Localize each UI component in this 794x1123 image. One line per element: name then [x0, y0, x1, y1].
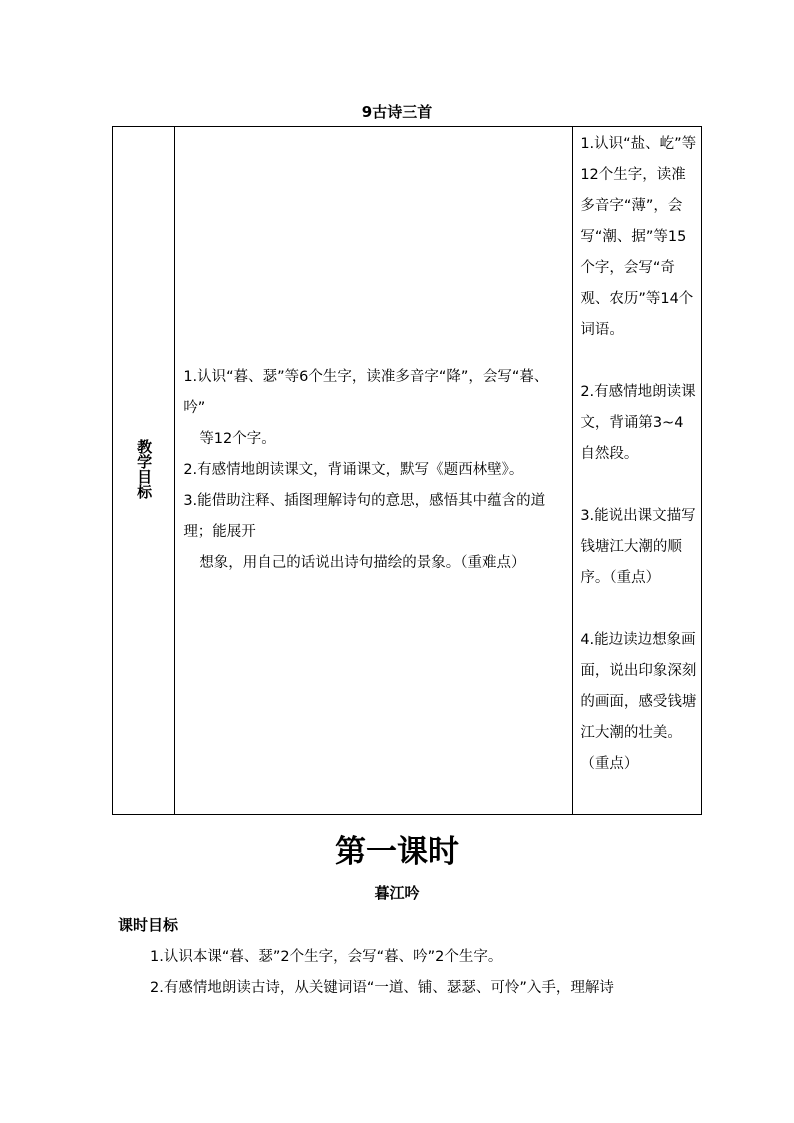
- side-goal-item: 4.能边读边想象画面，说出印象深刻的画面，感受钱塘江大潮的壮美。（重点）: [580, 632, 697, 772]
- objective-item: 1.认识本课“暮、瑟”2个生字，会写“暮、吟”2个生字。: [150, 949, 503, 965]
- main-goal-line: 等12个字。: [199, 431, 276, 447]
- poem-title: 暮江吟: [374, 884, 420, 902]
- objective-item: 2.有感情地朗读古诗，从关键词语“一道、铺、瑟瑟、可怜”入手，理解诗: [150, 980, 614, 996]
- main-goals-cell: [175, 127, 573, 815]
- side-goal-item: 2.有感情地朗读课文，背诵第3~4自然段。: [580, 384, 696, 462]
- goals-label-cell: [113, 127, 175, 815]
- teaching-goals-table: [112, 126, 702, 815]
- side-goals-cell: [573, 127, 702, 815]
- main-goal-line: 3.能借助注释、插图理解诗句的意思，感悟其中蕴含的道理；能展开: [183, 493, 546, 540]
- side-goal-item: 1.认识“盐、屹”等12个生字，读准多音字“薄”，会写“潮、据”等15个字，会写“奇观、农历”等14个词语。: [580, 136, 697, 338]
- side-goal-item: 3.能说出课文描写钱塘江大潮的顺序。（重点）: [580, 508, 696, 586]
- main-goal-line: 2.有感情地朗读课文，背诵课文，默写《题西林壁》。: [183, 462, 524, 478]
- document-title: 9古诗三首: [361, 103, 433, 121]
- main-goal-line: 1.认识“暮、瑟”等6个生字，读准多音字“降”，会写“暮、吟”: [183, 369, 549, 416]
- lesson-heading: 第一课时: [335, 834, 459, 870]
- goals-label: 教学目标: [135, 438, 154, 499]
- table-row: [113, 127, 702, 815]
- main-goal-line: 想象，用自己的话说出诗句描绘的景象。（重难点）: [199, 555, 526, 571]
- section-title: 课时目标: [118, 916, 179, 934]
